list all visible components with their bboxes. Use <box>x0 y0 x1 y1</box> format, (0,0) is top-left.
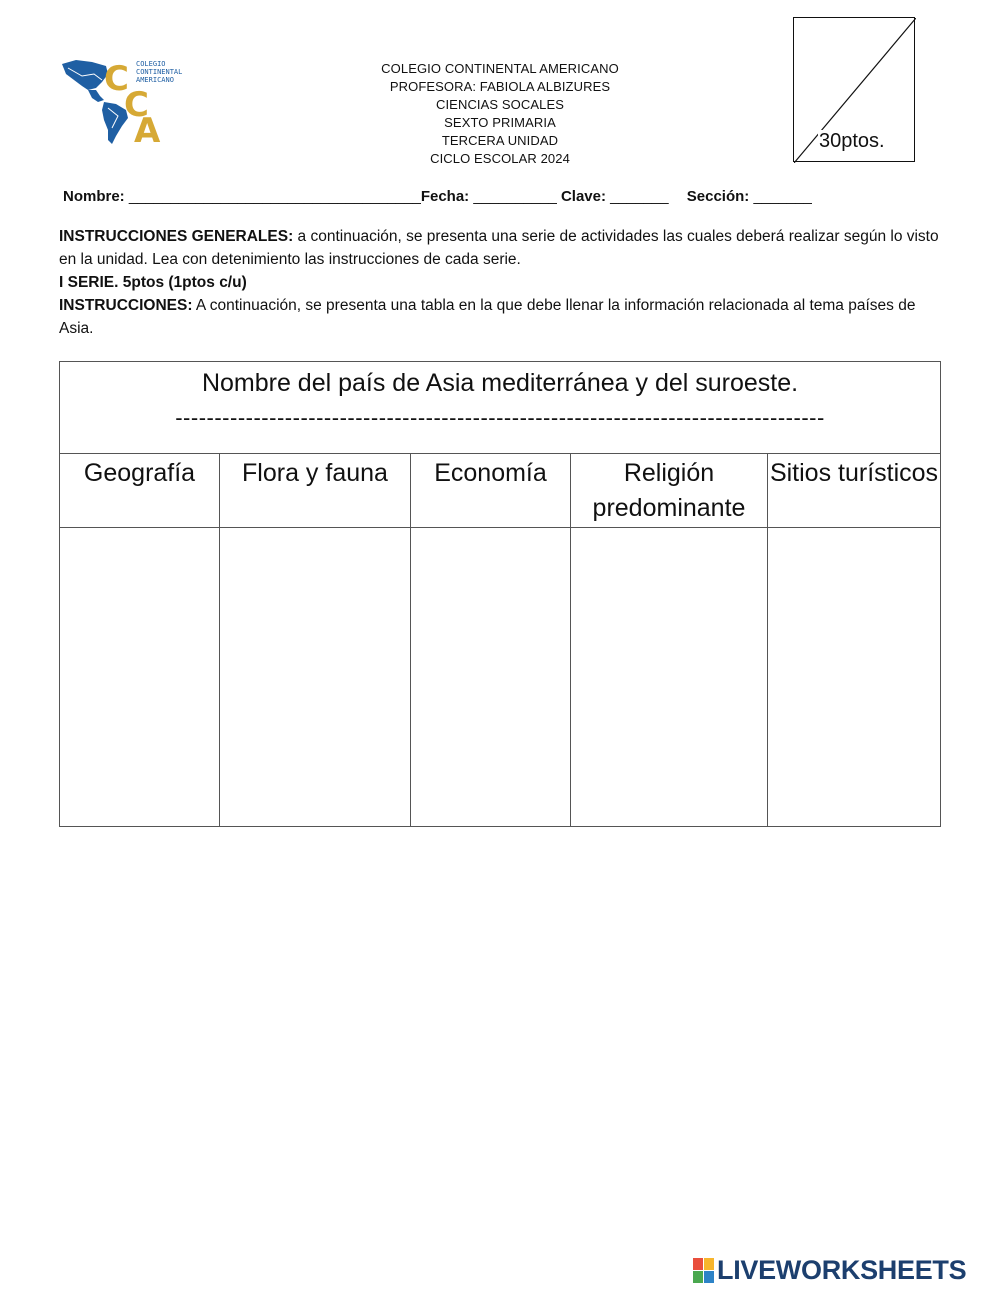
section-label: Sección: <box>686 188 750 205</box>
score-label: 30ptos. <box>819 130 885 152</box>
student-fields <box>63 188 812 205</box>
column-header-religion: Religión predominante <box>571 454 768 528</box>
instructions <box>59 225 939 340</box>
answer-cell-flora-fauna[interactable] <box>220 528 411 827</box>
school-logo <box>58 56 198 148</box>
table-title-cell <box>60 362 941 454</box>
answer-cell-religion[interactable] <box>571 528 768 827</box>
key-label: Clave: <box>560 188 606 205</box>
answer-cell-geografia[interactable] <box>60 528 220 827</box>
answer-table <box>59 361 941 827</box>
column-header-economia: Economía <box>411 454 571 528</box>
answer-cell-economia[interactable] <box>411 528 571 827</box>
liveworksheets-brand <box>693 1256 966 1284</box>
logo-letter-c1: C <box>104 59 129 99</box>
brand-block-l <box>693 1258 703 1270</box>
grade: SEXTO PRIMARIA <box>444 115 556 130</box>
logo-text-line-1: COLEGIO <box>136 60 166 68</box>
general-instructions <box>59 225 939 271</box>
date-field[interactable]: __________ <box>473 188 557 205</box>
school-name: COLEGIO CONTINENTAL AMERICANO <box>381 61 619 76</box>
unit: TERCERA UNIDAD <box>441 133 559 148</box>
column-header-sitios: Sitios turísticos <box>768 454 941 528</box>
general-instructions-label: INSTRUCCIONES GENERALES: <box>59 228 294 245</box>
americas-map-logo-icon <box>58 56 198 148</box>
name-field[interactable]: ___________________________________ <box>128 188 421 205</box>
logo-text-line-3: AMERICANO <box>136 76 174 84</box>
liveworksheets-logo-icon <box>693 1258 714 1283</box>
general-instructions-text: a continuación, se presenta una serie de actividades las cuales deberá realizar según lo visto en la unidad. Lea con detenimiento las instrucciones de cada serie. <box>59 228 939 268</box>
series-title: I SERIE. 5ptos (1ptos c/u) <box>59 274 247 291</box>
column-header-geografia: Geografía <box>60 454 220 528</box>
date-label: Fecha: <box>420 188 470 205</box>
score-box <box>793 17 915 162</box>
series-instructions-text: A continuación, se presenta una tabla en la que debe llenar la información relacionada al tema países de Asia. <box>59 297 916 337</box>
logo-letter-c2: C <box>124 85 149 125</box>
series-instructions-label: INSTRUCCIONES: <box>59 297 193 314</box>
section-field[interactable]: _______ <box>753 188 812 205</box>
answer-cell-sitios[interactable] <box>768 528 941 827</box>
school-info <box>300 60 700 168</box>
table-title: Nombre del país de Asia mediterránea y del suroeste. <box>201 369 799 397</box>
logo-letter-a: A <box>134 111 161 148</box>
key-field[interactable]: _______ <box>610 188 669 205</box>
teacher-name: PROFESORA: FABIOLA ALBIZURES <box>389 79 611 94</box>
brand-block-i <box>704 1258 714 1270</box>
country-name-blank[interactable]: ----------------------------------------------------------------------------------- <box>175 405 825 430</box>
column-header-flora-fauna: Flora y fauna <box>220 454 411 528</box>
name-label: Nombre: <box>63 188 125 205</box>
school-year: CICLO ESCOLAR 2024 <box>430 151 570 166</box>
series-instructions <box>59 294 939 340</box>
brand-block-v <box>693 1271 703 1283</box>
brand-block-e <box>704 1271 714 1283</box>
logo-text-line-2: CONTINENTAL <box>136 68 183 76</box>
subject: CIENCIAS SOCALES <box>435 97 565 112</box>
brand-text: LIVEWORKSHEETS <box>717 1254 967 1285</box>
